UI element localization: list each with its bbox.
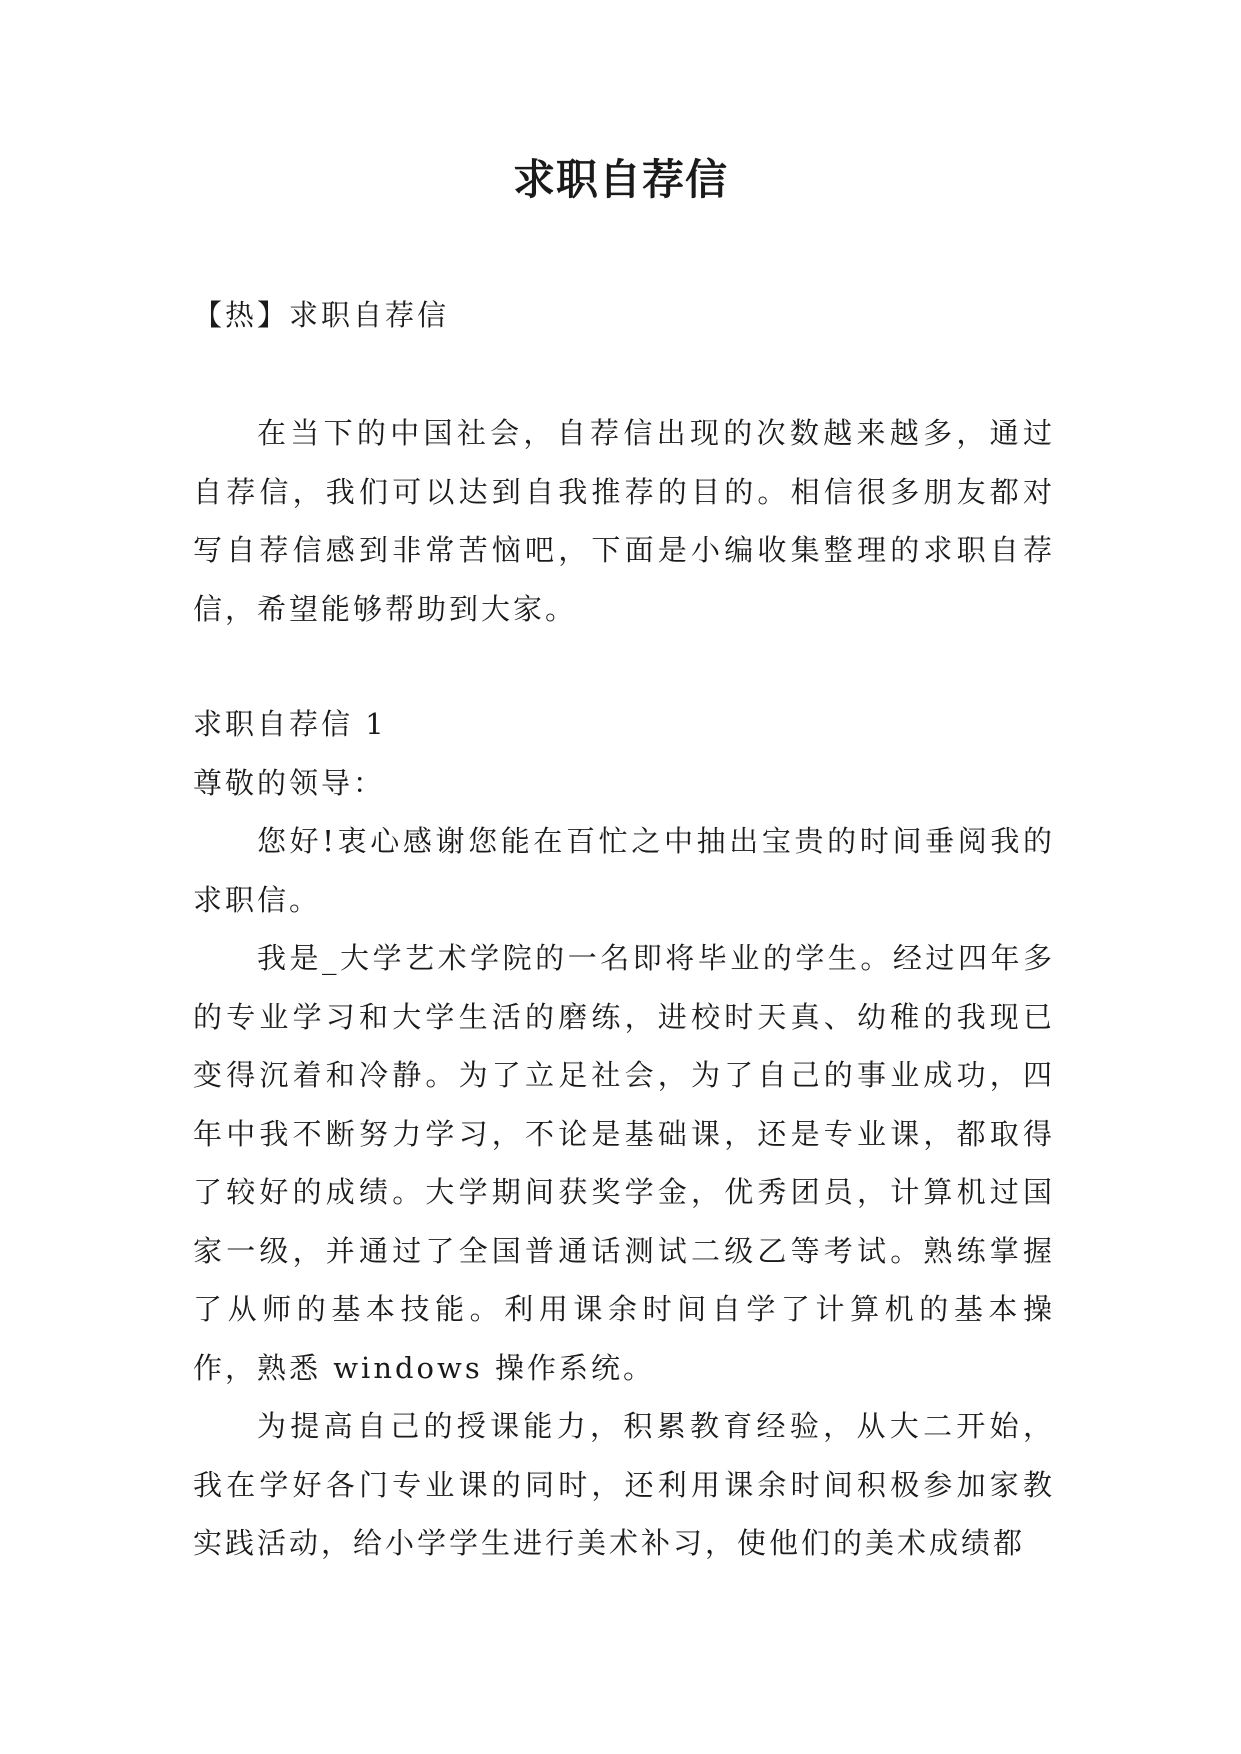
intro-section	[193, 404, 1055, 638]
letter-heading: 求职自荐信 1	[193, 707, 387, 741]
page-title: 求职自荐信	[512, 155, 728, 204]
document-subtitle	[193, 286, 1055, 345]
body-paragraph: 您好!衷心感谢您能在百忙之中抽出宝贵的时间垂阅我的求职信。	[193, 824, 1055, 917]
subtitle-text: 【热】求职自荐信	[193, 298, 450, 332]
intro-paragraph: 在当下的中国社会，自荐信出现的次数越来越多，通过自荐信，我们可以达到自我推荐的目的。相信很多朋友都对写自荐信感到非常苦恼吧，下面是小编收集整理的求职自荐信，希望能够帮助到大家。	[193, 416, 1055, 626]
body-paragraph: 为提高自己的授课能力，积累教育经验，从大二开始，我在学好各门专业课的同时，还利用课余时间积极参加家教实践活动，给小学学生进行美术补习，使他们的美术成绩都	[193, 1409, 1055, 1560]
body-paragraph: 我是_大学艺术学院的一名即将毕业的学生。经过四年多的专业学习和大学生活的磨练，进校时天真、幼稚的我现已变得沉着和冷静。为了立足社会，为了自己的事业成功，四年中我不断努力学习，不论是基础课，还是专业课，都取得了较好的成绩。大学期间获奖学金，优秀团员，计算机过国家一级，并通过了全国普通话测试二级乙等考试。熟练掌握了从师的基本技能。利用课余时间自学了计算机的基本操作，熟悉 windows 操作系统。	[193, 941, 1055, 1385]
letter-section	[193, 695, 1055, 1573]
salutation: 尊敬的领导：	[193, 765, 386, 800]
